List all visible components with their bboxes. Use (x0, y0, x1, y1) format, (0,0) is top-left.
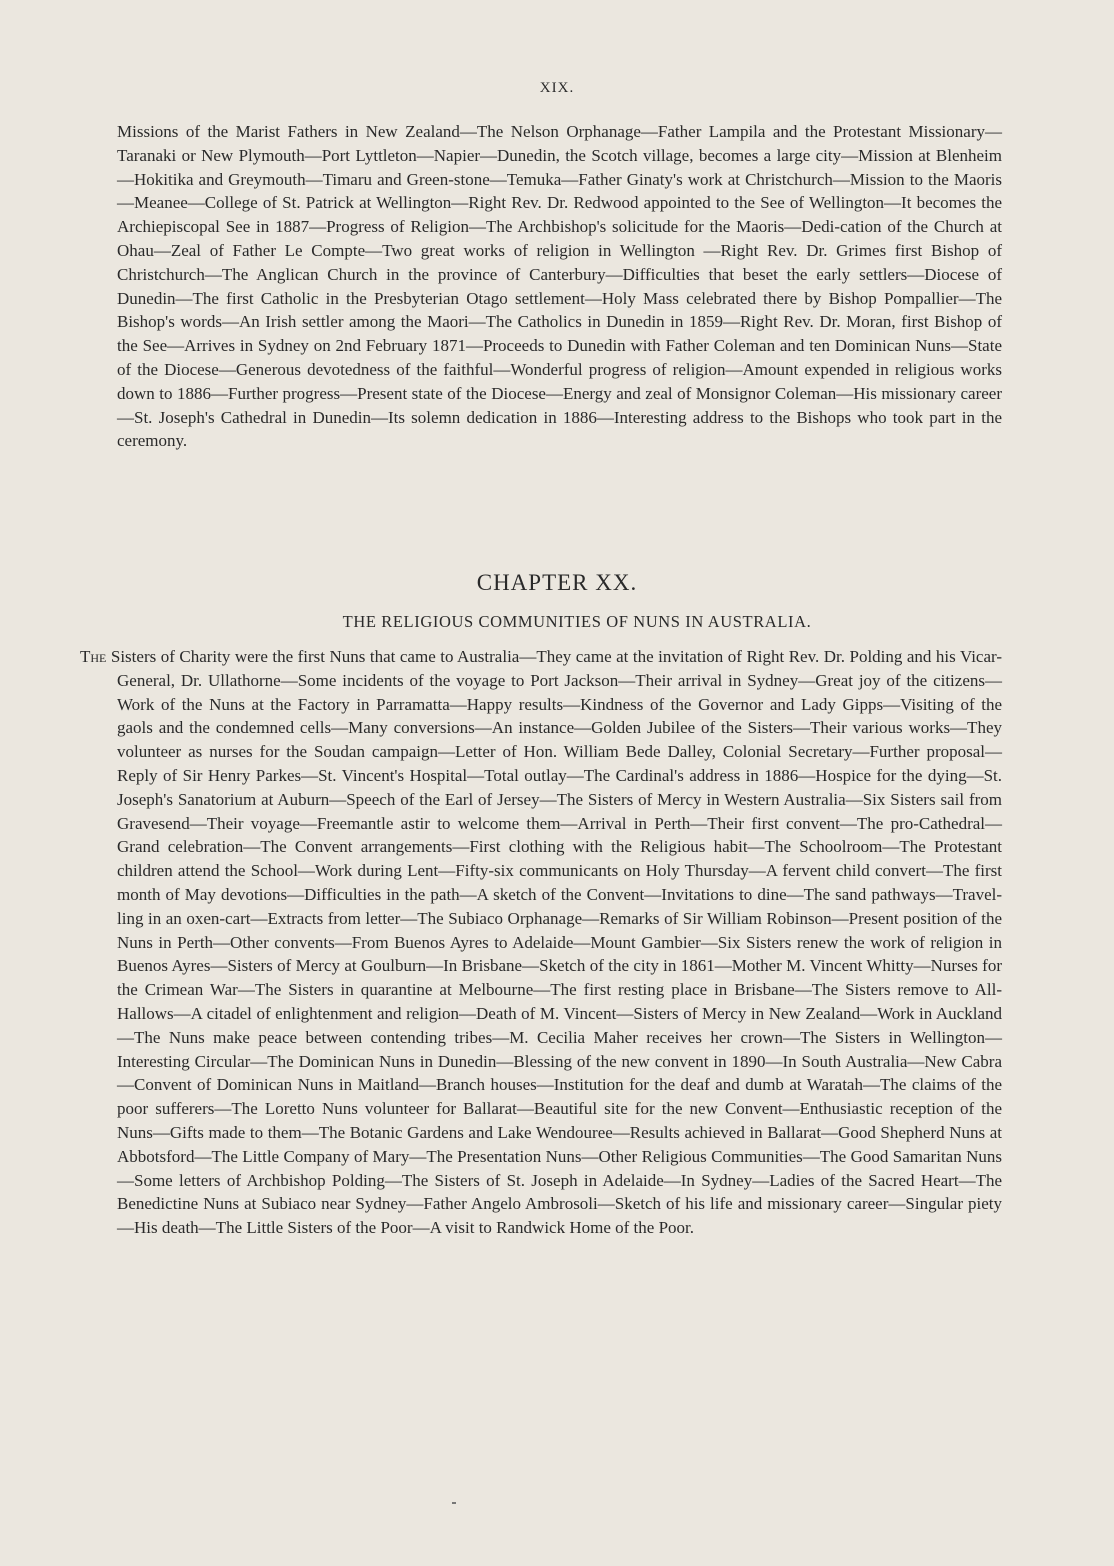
chapter-title: CHAPTER XX. (476, 570, 638, 595)
chapter-xix-summary: Missions of the Marist Fathers in New Zealand—The Nelson Orphanage—Father Lampila and the Protestant Missionary—Taranaki or New Plymouth—Port Lyttleton—Napier—Dunedin, the Scotch village, becomes a large city—Mission at Blenheim—Hokitika and Greymouth—Timaru and Green-stone—Temuka—Father Ginaty's work at Christchurch—Mission to the Maoris—Meanee—College of St. Patrick at Wellington—Right Rev. Dr. Redwood appointed to the See of Wellington—It becomes the Archiepiscopal See in 1887—Progress of Religion—The Archbishop's solicitude for the Maoris—Dedi-cation of the Church at Ohau—Zeal of Father Le Compte—Two great works of religion in Wellington —Right Rev. Dr. Grimes first Bishop of Christchurch—The Anglican Church in the province of Canterbury—Difficulties that beset the early settlers—Diocese of Dunedin—The first Catholic in the Presbyterian Otago settlement—Holy Mass celebrated there by Bishop Pompallier—The Bishop's words—An Irish settler among the Maori—The Catholics in Dunedin in 1859—Right Rev. Dr. Moran, first Bishop of the See—Arrives in Sydney on 2nd February 1871—Proceeds to Dunedin with Father Coleman and ten Dominican Nuns—State of the Diocese—Generous devotedness of the faithful—Wonderful progress of religion—Amount expended in religious works down to 1886—Further progress—Present state of the Diocese—Energy and zeal of Monsignor Coleman—His missionary career—St. Joseph's Cathedral in Dunedin—Its solemn dedication in 1886—Interesting address to the Bishops who took part in the ceremony. (117, 122, 1002, 451)
footer-mark (452, 1502, 456, 1504)
chapter-summary-lead-word: The (80, 647, 107, 666)
chapter-subtitle: THE RELIGIOUS COMMUNITIES OF NUNS IN AUSTRALIA. (342, 612, 812, 631)
page-number: XIX. (539, 80, 575, 96)
chapter-xx-summary (80, 645, 1002, 1240)
chapter-summary-text: Sisters of Charity were the first Nuns that came to Australia—They came at the invitation of Right Rev. Dr. Polding and his Vicar-General, Dr. Ullathorne—Some incidents of the voyage to Port Jackson—Their arrival in Sydney—Great joy of the citizens—Work of the Nuns at the Factory in Parramatta—Happy results—Kindness of the Governor and Lady Gipps—Visiting of the gaols and the condemned cells—Many conversions—An instance—Golden Jubilee of the Sisters—Their various works—They volunteer as nurses for the Soudan campaign—Letter of Hon. William Bede Dalley, Colonial Secretary—Further proposal—Reply of Sir Henry Parkes—St. Vincent's Hospital—Total outlay—The Cardinal's address in 1886—Hospice for the dying—St. Joseph's Sanatorium at Auburn—Speech of the Earl of Jersey—The Sisters of Mercy in Western Australia—Six Sisters sail from Gravesend—Their voyage—Freemantle astir to welcome them—Arrival in Perth—Their first convent—The pro-Cathedral—Grand celebration—The Convent arrangements—First clothing with the Religious habit—The Schoolroom—The Protestant children attend the School—Work during Lent—Fifty-six communicants on Holy Thursday—A fervent child convert—The first month of May devotions—Difficulties in the path—A sketch of the Convent—Invitations to dine—The sand pathways—Travel-ling in an oxen-cart—Extracts from letter—The Subiaco Orphanage—Remarks of Sir William Robinson—Present position of the Nuns in Perth—Other convents—From Buenos Ayres to Adelaide—Mount Gambier—Six Sisters renew the work of religion in Buenos Ayres—Sisters of Mercy at Goulburn—In Brisbane—Sketch of the city in 1861—Mother M. Vincent Whitty—Nurses for the Crimean War—The Sisters in quarantine at Melbourne—The first resting place in Brisbane—The Sisters remove to All-Hallows—A citadel of enlightenment and religion—Death of M. Vincent—Sisters of Mercy in New Zealand—Work in Auckland—The Nuns make peace between contending tribes—M. Cecilia Maher receives her crown—The Sisters in Wellington—Interesting Circular—The Dominican Nuns in Dunedin—Blessing of the new convent in 1890—In South Australia—New Cabra—Convent of Dominican Nuns in Maitland—Branch houses—Institution for the deaf and dumb at Waratah—The claims of the poor sufferers—The Loretto Nuns volunteer for Ballarat—Beautiful site for the new Convent—Enthusiastic reception of the Nuns—Gifts made to them—The Botanic Gardens and Lake Wendouree—Results achieved in Ballarat—Good Shepherd Nuns at Abbotsford—The Little Company of Mary—The Presentation Nuns—Other Religious Communities—The Good Samaritan Nuns—Some letters of Archbishop Polding—The Sisters of St. Joseph in Adelaide—In Sydney—Ladies of the Sacred Heart—The Benedictine Nuns at Subiaco near Sydney—Father Angelo Ambrosoli—Sketch of his life and missionary career—Singular piety—His death—The Little Sisters of the Poor—A visit to Randwick Home of the Poor. (106, 647, 1002, 1238)
